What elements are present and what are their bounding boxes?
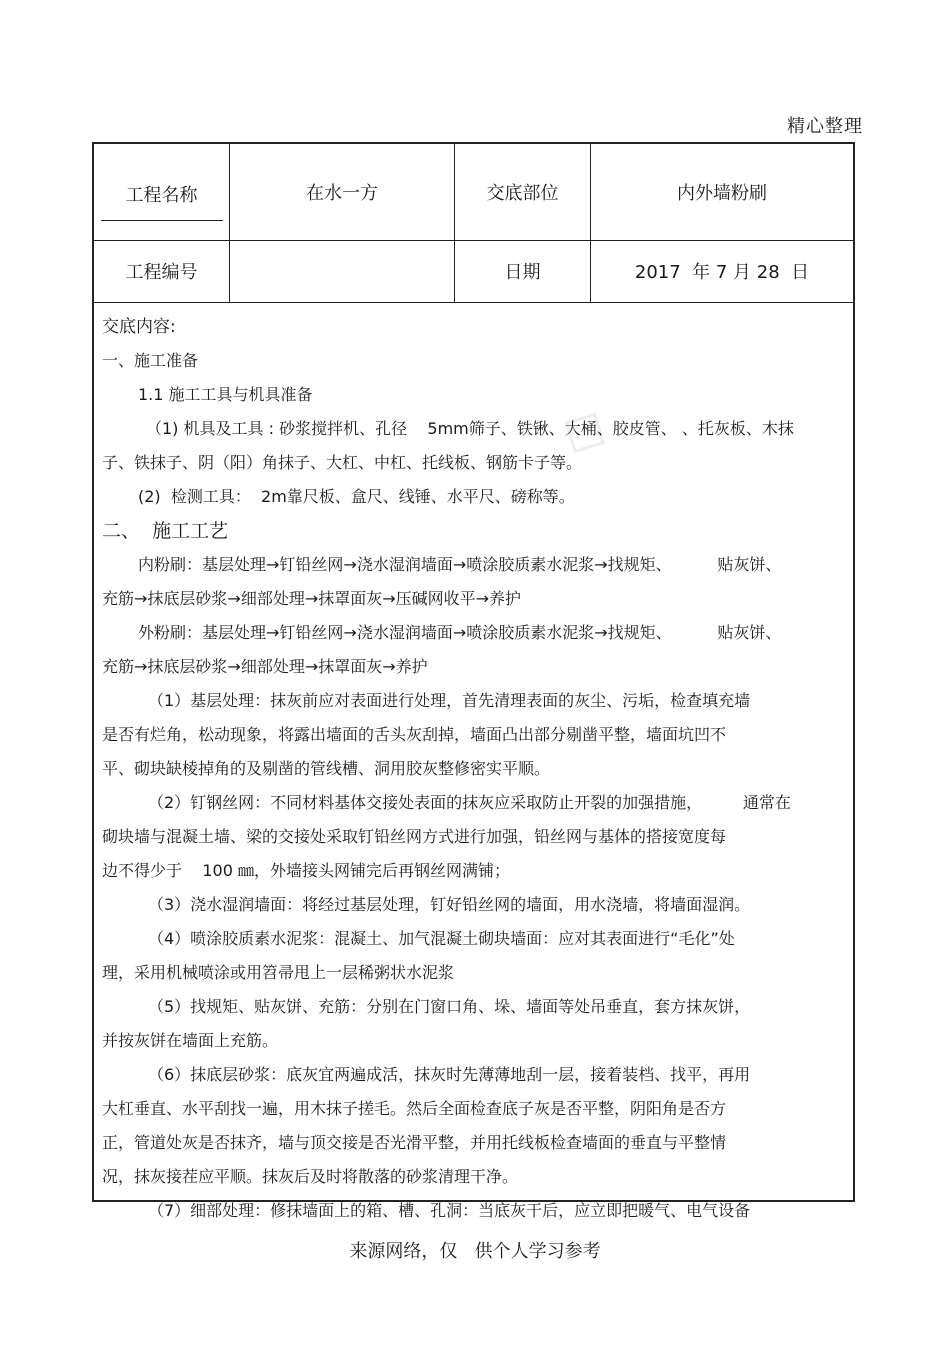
- content-line: 并按灰饼在墙面上充筋。: [102, 1031, 279, 1050]
- content-line: （2）钉钢丝网：不同材料基体交接处表面的抹灰应采取防止开裂的加强措施， 通常在: [148, 793, 791, 812]
- project-no-value-cell: [230, 240, 455, 302]
- project-name-value: 在水一方: [306, 183, 378, 204]
- location-label-cell: [455, 144, 591, 240]
- content-section-title: 二、 施工工艺: [102, 520, 229, 542]
- project-no-label-cell: [94, 240, 230, 302]
- content-line: 充筋→抹底层砂浆→细部处理→抹罩面灰→压碱网收平→养护: [102, 589, 522, 608]
- location-value: 内外墙粉刷: [677, 183, 767, 204]
- content-line: 内粉刷：基层处理→钉铅丝网→浇水湿润墙面→喷涂胶质素水泥浆→找规矩、 贴灰饼、: [138, 555, 782, 574]
- content-line: 理，采用机械喷涂或用笤帚甩上一层稀粥状水泥浆: [102, 963, 455, 982]
- watermark: ◇: [550, 387, 624, 471]
- date-value-cell: [591, 240, 853, 302]
- content-line: 子、铁抹子、阴（阳）角抹子、大杠、中杠、托线板、钢筋卡子等。: [102, 453, 583, 472]
- content-line: 是否有烂角，松动现象，将露出墙面的舌头灰刮掉，墙面凸出部分剔凿平整，墙面坑凹不: [102, 725, 727, 744]
- content-line: 1.1 施工工具与机具准备: [138, 385, 313, 404]
- content-line: 正，管道处灰是否抹齐，墙与顶交接是否光滑平整，并用托线板检查墙面的垂直与平整情: [102, 1133, 727, 1152]
- date-value: 2017 年 7 月 28 日: [634, 262, 810, 283]
- content-line: 一、施工准备: [102, 351, 199, 370]
- content-line: 况，抹灰接茬应平顺。抹灰后及时将散落的砂浆清理干净。: [102, 1167, 519, 1186]
- content-line: （1) 机具及工具 : 砂浆搅拌机、孔径 5mm筛子、铁锹、大桶、胶皮管、 、托灰板、木抹: [146, 419, 794, 438]
- content-line: 砌块墙与混凝土墙、梁的交接处采取钉铅丝网方式进行加强，铅丝网与基体的搭接宽度每: [102, 827, 727, 846]
- project-name-label: 工程名称: [125, 184, 198, 206]
- content-line: （3）浇水湿润墙面：将经过基层处理，钉好铅丝网的墙面，用水浇墙，将墙面湿润。: [148, 895, 751, 914]
- content-line: （6）抹底层砂浆：底灰宜两遍成活，抹灰时先薄薄地刮一层，接着装档、找平，再用: [148, 1065, 751, 1084]
- content-line: 大杠垂直、水平刮找一遍，用木抹子搓毛。然后全面检查底子灰是否平整，阴阳角是否方: [102, 1099, 727, 1118]
- footer-note: 来源网络，仅 供个人学习参考: [349, 1241, 601, 1262]
- content-line: 边不得少于 100 ㎜，外墙接头网铺完后再钢丝网满铺；: [102, 861, 510, 880]
- disclosure-content: [102, 310, 847, 1228]
- project-no-label: 工程编号: [125, 262, 198, 283]
- date-label-cell: [455, 240, 591, 302]
- date-label: 日期: [504, 262, 541, 283]
- content-line: 平、砌块缺棱掉角的及剔凿的管线槽、洞用胶灰整修密实平顺。: [102, 759, 551, 778]
- project-name-value-cell: [230, 144, 455, 240]
- location-label: 交底部位: [486, 183, 559, 204]
- content-line: 外粉刷：基层处理→钉铅丝网→浇水湿润墙面→喷涂胶质素水泥浆→找规矩、 贴灰饼、: [138, 623, 782, 642]
- project-name-label-cell: [94, 144, 230, 240]
- content-heading: 交底内容:: [102, 317, 176, 337]
- content-line: （7）细部处理：修抹墙面上的箱、槽、孔洞：当底灰干后，应立即把暖气、电气设备: [148, 1201, 751, 1220]
- header-note: 精心整理: [787, 116, 863, 137]
- disclosure-table: [92, 142, 855, 1220]
- content-line: 充筋→抹底层砂浆→细部处理→抹罩面灰→养护: [102, 657, 428, 676]
- location-value-cell: [591, 144, 853, 240]
- table-row-project: [94, 144, 853, 241]
- content-line: (2) 检测工具： 2m靠尺板、盒尺、线锤、水平尺、磅称等。: [138, 487, 575, 506]
- content-line: （4）喷涂胶质素水泥浆：混凝土、加气混凝土砌块墙面：应对其表面进行“毛化”处: [148, 929, 735, 948]
- content-line: （5）找规矩、贴灰饼、充筋：分别在门窗口角、垛、墙面等处吊垂直，套方抹灰饼，: [148, 997, 751, 1016]
- table-row-number-date: [94, 240, 853, 303]
- content-line: （1）基层处理：抹灰前应对表面进行处理，首先清理表面的灰尘、污垢，检查填充墙: [148, 691, 751, 710]
- label-underline: [101, 220, 223, 222]
